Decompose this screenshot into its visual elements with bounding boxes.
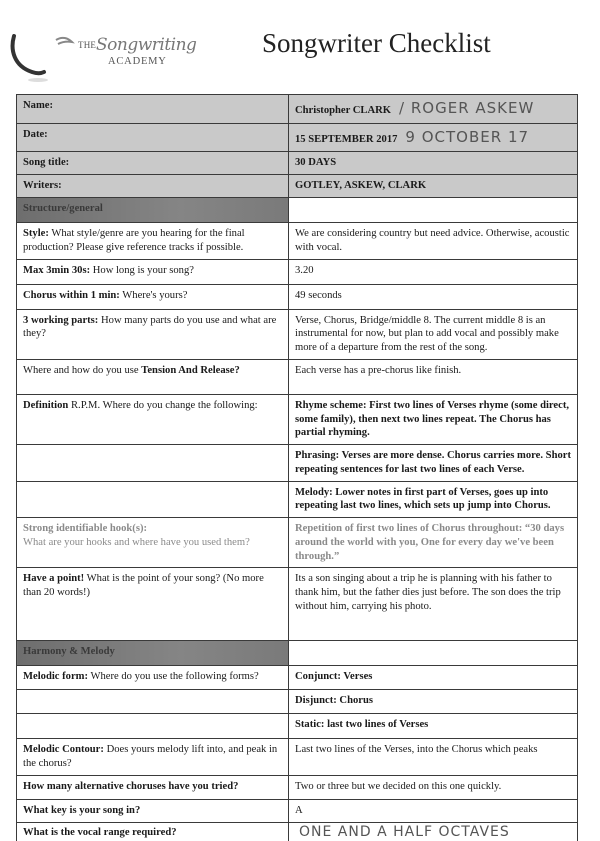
answer-cell: Phrasing: Verses are more dense. Chorus carries more. Short repeating sentences for last two lines of each Verse. — [289, 445, 578, 482]
answer-cell: Two or three but we decided on this one quickly. — [289, 776, 578, 800]
table-row — [17, 481, 578, 518]
question-cell: Definition R.P.M. Where do you change the following: — [17, 394, 289, 444]
question-cell: How many alternative choruses have you tried? — [17, 776, 289, 800]
question-cell: Melodic Contour: Does yours melody lift into, and peak in the chorus? — [17, 739, 289, 776]
answer-cell: Its a son singing about a trip he is planning with his father to thank him, but the father dies just before. The son does the trip without him, carrying his photo. — [289, 568, 578, 641]
table-row — [17, 223, 578, 260]
table-row — [17, 739, 578, 776]
question-cell — [17, 481, 289, 518]
logo-script: Songwriting — [96, 35, 197, 55]
table-row — [17, 776, 578, 800]
meta-label: Song title: — [17, 152, 289, 175]
answer-cell: Last two lines of the Verses, into the Chorus which peaks — [289, 739, 578, 776]
answer-cell: Melody: Lower notes in first part of Verses, goes up into repeating last two lines, which sets up jump into Chorus. — [289, 481, 578, 518]
table-row — [17, 714, 578, 739]
meta-value: Christopher CLARK / ROGER ASKEW — [289, 95, 578, 124]
meta-value: 30 DAYS — [289, 152, 578, 175]
question-cell: Style: What style/genre are you hearing for the final production? Please give reference tracks if possible. — [17, 223, 289, 260]
question-cell: Where and how do you use Tension And Release? — [17, 359, 289, 394]
answer-cell: Conjunct: Verses — [289, 666, 578, 690]
answer-cell: We are considering country but need advice. Otherwise, acoustic with vocal. — [289, 223, 578, 260]
handwritten-note: / ROGER ASKEW — [399, 99, 535, 117]
meta-row-date — [17, 123, 578, 152]
question-cell: Chorus within 1 min: Where's yours? — [17, 284, 289, 309]
logo-swoosh-icon — [8, 34, 78, 82]
meta-row-name — [17, 95, 578, 124]
logo-academy: ACADEMY — [108, 56, 167, 67]
table-row — [17, 394, 578, 444]
answer-cell: Disjunct: Chorus — [289, 690, 578, 714]
meta-label: Date: — [17, 123, 289, 152]
question-cell: Melodic form: Where do you use the following forms? — [17, 666, 289, 690]
question-cell: What is the vocal range required? — [17, 822, 289, 841]
answer-cell: 3.20 — [289, 259, 578, 284]
table-row — [17, 518, 578, 568]
table-row — [17, 359, 578, 394]
question-cell — [17, 690, 289, 714]
meta-label: Writers: — [17, 175, 289, 198]
question-cell — [17, 714, 289, 739]
section-title: Structure/general — [17, 198, 289, 223]
table-row — [17, 445, 578, 482]
meta-row-writers — [17, 175, 578, 198]
table-row — [17, 568, 578, 641]
question-cell: 3 working parts: How many parts do you use and what are they? — [17, 309, 289, 359]
section-structure — [17, 198, 578, 223]
table-row — [17, 259, 578, 284]
section-title: Harmony & Melody — [17, 641, 289, 666]
table-row — [17, 309, 578, 359]
section-harmony-melody — [17, 641, 578, 666]
question-cell: Max 3min 30s: How long is your song? — [17, 259, 289, 284]
logo-the: THE — [78, 40, 97, 50]
answer-cell: Each verse has a pre-chorus like finish. — [289, 359, 578, 394]
meta-label: Name: — [17, 95, 289, 124]
handwritten-note: 9 OCTOBER 17 — [405, 127, 530, 146]
table-row — [17, 690, 578, 714]
answer-cell: Static: last two lines of Verses — [289, 714, 578, 739]
answer-cell: A — [289, 800, 578, 823]
question-cell: Strong identifiable hook(s): What are your hooks and where have you used them? — [17, 518, 289, 568]
question-cell: What key is your song in? — [17, 800, 289, 823]
document-header — [0, 0, 600, 90]
table-row — [17, 800, 578, 823]
meta-value: 15 SEPTEMBER 2017 9 OCTOBER 17 — [289, 123, 578, 152]
checklist-table — [16, 94, 578, 841]
handwritten-answer: ONE AND A HALF OCTAVES — [299, 823, 510, 840]
answer-cell: Verse, Chorus, Bridge/middle 8. The current middle 8 is an instrumental for now, but plan to add vocal and possibly make more of a departure from the rest of the song. — [289, 309, 578, 359]
meta-row-song-title — [17, 152, 578, 175]
table-row — [17, 284, 578, 309]
answer-cell: Repetition of first two lines of Chorus throughout: “30 days around the world with you, One for every day we've been through.” — [289, 518, 578, 568]
page-title: Songwriter Checklist — [262, 28, 491, 58]
question-cell — [17, 445, 289, 482]
table-row — [17, 666, 578, 690]
answer-cell: 49 seconds — [289, 284, 578, 309]
meta-value: GOTLEY, ASKEW, CLARK — [289, 175, 578, 198]
songwriting-academy-logo — [8, 34, 197, 82]
question-cell: Have a point! What is the point of your song? (No more than 20 words!) — [17, 568, 289, 641]
answer-cell: Rhyme scheme: First two lines of Verses rhyme (some direct, some family), then next two lines repeat. The Chorus has partial rhyming. — [289, 394, 578, 444]
